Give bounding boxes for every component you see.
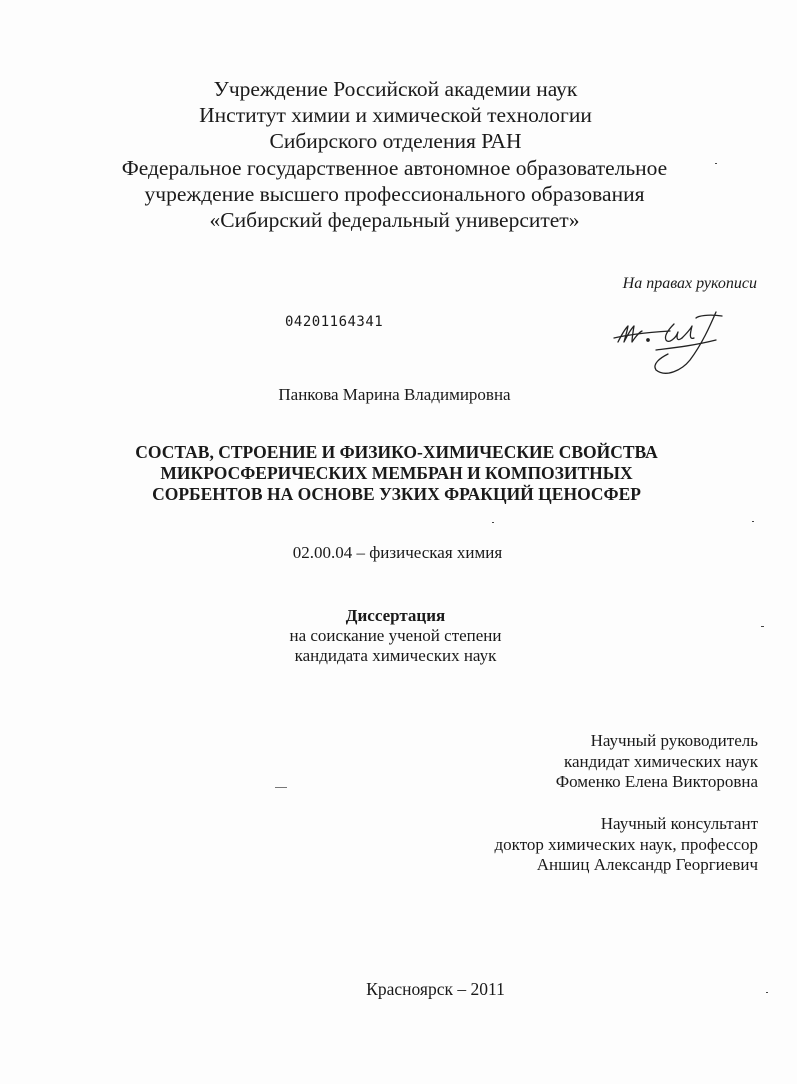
dissertation-title — [0, 442, 795, 505]
scan-speck — [752, 521, 754, 522]
scan-speck — [275, 787, 287, 788]
title-line: СОРБЕНТОВ НА ОСНОВЕ УЗКИХ ФРАКЦИЙ ЦЕНОСФЕР — [152, 484, 641, 504]
supervisor-line: Научный руководитель — [590, 731, 758, 750]
work-type — [0, 606, 794, 666]
scan-speck — [761, 626, 764, 627]
institution-header — [0, 76, 794, 154]
university-line: учреждение высшего профессионального образования — [144, 182, 645, 206]
institution-line: Учреждение Российской академии наук — [213, 77, 578, 101]
place-and-year: Красноярск – 2011 — [366, 979, 505, 999]
work-type-line: кандидата химических наук — [294, 646, 497, 665]
manuscript-rights-note: На правах рукописи — [622, 275, 757, 292]
consultant-line: Аншиц Александр Георгиевич — [536, 855, 758, 874]
consultant-line: Научный консультант — [600, 814, 758, 833]
institution-line: Сибирского отделения РАН — [269, 129, 522, 153]
specialty-code: 02.00.04 – физическая химия — [292, 543, 503, 562]
handwritten-signature — [612, 304, 742, 384]
university-line: Федеральное государственное автономное образовательное — [121, 156, 668, 180]
institution-line: Институт химии и химической технологии — [199, 103, 592, 127]
work-type-line: на соискание ученой степени — [289, 626, 502, 645]
work-type-label: Диссертация — [345, 606, 446, 625]
scientific-supervisor — [556, 731, 758, 793]
supervisor-line: Фоменко Елена Викторовна — [555, 772, 758, 791]
title-line: СОСТАВ, СТРОЕНИЕ И ФИЗИКО-ХИМИЧЕСКИЕ СВОЙСТВА — [135, 442, 658, 462]
university-line: «Сибирский федеральный университет» — [209, 208, 580, 232]
scan-speck — [715, 163, 717, 164]
scientific-consultant — [495, 814, 758, 876]
title-line: МИКРОСФЕРИЧЕСКИХ МЕМБРАН И КОМПОЗИТНЫХ — [160, 463, 633, 483]
author-name: Панкова Марина Владимировна — [278, 385, 511, 404]
supervisor-line: кандидат химических наук — [564, 751, 758, 771]
library-inventory-number: 04201164341 — [285, 314, 384, 330]
scan-speck — [766, 992, 768, 993]
consultant-line: доктор химических наук, профессор — [494, 834, 758, 854]
scan-speck — [492, 522, 494, 523]
university-header — [0, 155, 793, 233]
